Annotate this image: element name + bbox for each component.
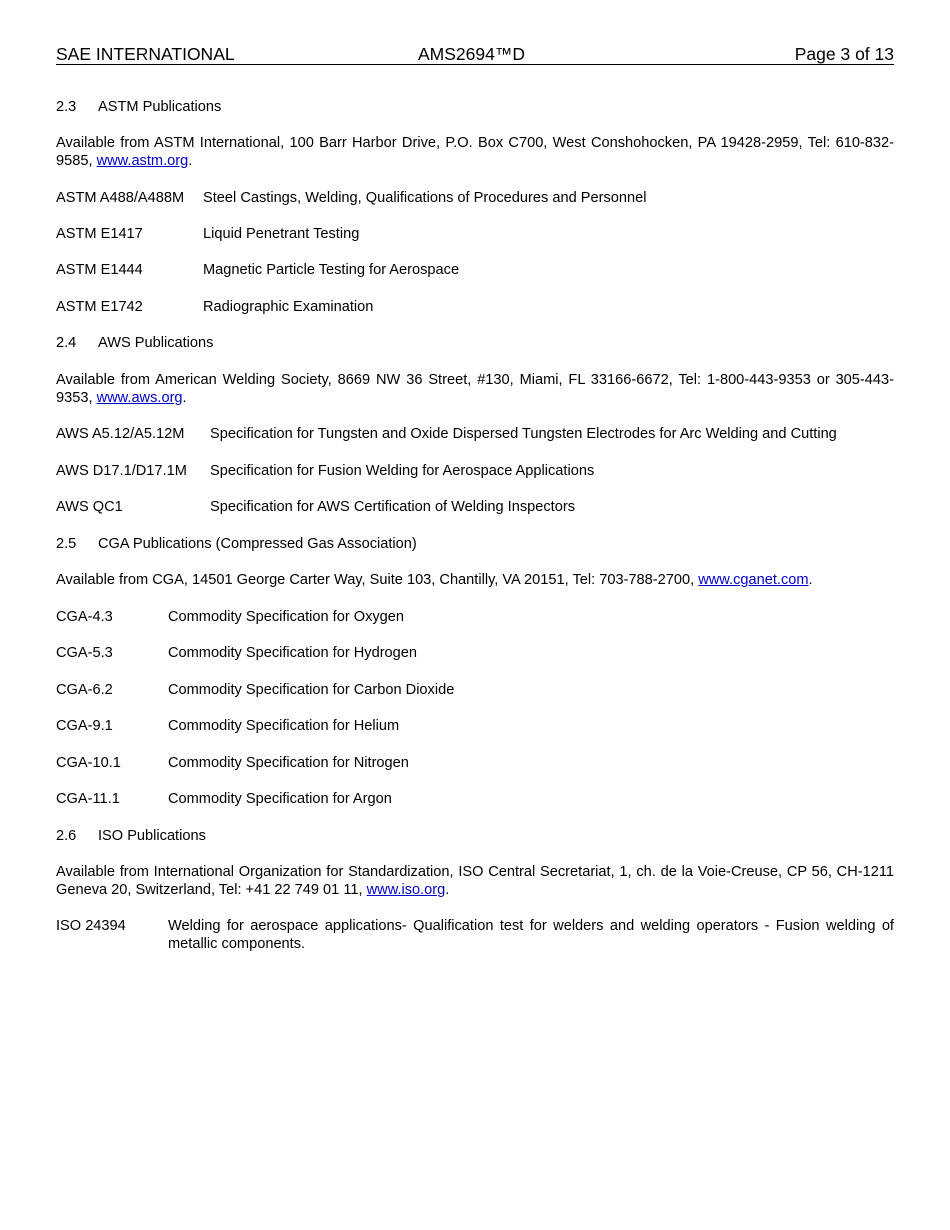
availability-paragraph-iso: Available from International Organization for Standardization, ISO Central Secretariat, 1, ch. de la Voie-Creuse, CP 56, CH-1211 Geneva 20, Switzerland, Tel: +41 22 749 01 11, www.iso.org.: [56, 864, 894, 898]
reference-title: Commodity Specification for Carbon Dioxide: [168, 682, 455, 698]
reference-item: [56, 462, 894, 480]
reference-item: [56, 298, 894, 316]
section-heading-iso: [56, 827, 894, 845]
reference-title: Liquid Penetrant Testing: [203, 226, 360, 242]
reference-code: ASTM A488/A488M: [56, 190, 185, 206]
reference-item: [56, 917, 894, 953]
availability-text: Available from American Welding Society, 8669 NW 36 Street, #130, Miami, FL 33166-6672, Tel: 1-800-443-9353 or 305-443-9353,: [56, 372, 894, 406]
section-number: 2.5: [56, 536, 77, 552]
header-org: SAE INTERNATIONAL: [56, 44, 235, 64]
reference-code: CGA-11.1: [56, 791, 120, 807]
availability-text: Available from International Organization for Standardization, ISO Central Secretariat, 1, ch. de la Voie-Creuse, CP 56, CH-1211 Geneva 20, Switzerland, Tel: +41 22 749 01 11,: [56, 864, 894, 898]
reference-code: AWS QC1: [56, 499, 123, 515]
availability-paragraph-astm: Available from ASTM International, 100 Barr Harbor Drive, P.O. Box C700, West Conshohocken, PA 19428-2959, Tel: 610-832-9585, www.astm.org.: [56, 135, 894, 169]
reference-item: [56, 644, 894, 662]
reference-item: [56, 261, 894, 279]
reference-title: Specification for Tungsten and Oxide Dispersed Tungsten Electrodes for Arc Welding and Cutting: [210, 426, 837, 442]
reference-code: ISO 24394: [56, 918, 126, 934]
section-title: AWS Publications: [98, 335, 214, 351]
reference-title: Commodity Specification for Oxygen: [168, 609, 405, 625]
section-heading-astm: [56, 98, 894, 116]
reference-title: Commodity Specification for Nitrogen: [168, 755, 409, 771]
section-number: 2.3: [56, 99, 77, 115]
reference-item: [56, 498, 894, 516]
reference-title: Specification for AWS Certification of Welding Inspectors: [210, 499, 576, 515]
astm-website-link[interactable]: www.astm.org: [96, 153, 189, 169]
availability-text: Available from ASTM International, 100 Barr Harbor Drive, P.O. Box C700, West Conshohocken, PA 19428-2959, Tel: 610-832-9585,: [56, 135, 894, 169]
reference-code: CGA-5.3: [56, 645, 113, 661]
reference-code: ASTM E1444: [56, 262, 143, 278]
reference-item: [56, 681, 894, 699]
availability-paragraph-cga: Available from CGA, 14501 George Carter Way, Suite 103, Chantilly, VA 20151, Tel: 703-788-2700, www.cganet.com.: [56, 572, 813, 588]
section-title: ISO Publications: [98, 828, 206, 844]
reference-title: Commodity Specification for Helium: [168, 718, 400, 734]
cga-website-link[interactable]: www.cganet.com: [698, 572, 809, 588]
header-doc-number: AMS2694™D: [418, 44, 525, 64]
section-title: CGA Publications (Compressed Gas Association): [98, 536, 417, 552]
availability-text: Available from CGA, 14501 George Carter Way, Suite 103, Chantilly, VA 20151, Tel: 703-788-2700,: [56, 572, 699, 588]
reference-title: Magnetic Particle Testing for Aerospace: [203, 262, 460, 278]
reference-code: CGA-4.3: [56, 609, 113, 625]
aws-website-link[interactable]: www.aws.org: [96, 390, 183, 406]
iso-website-link[interactable]: www.iso.org: [366, 882, 446, 898]
reference-title: Welding for aerospace applications- Qualification test for welders and welding operators - Fusion welding of metallic components.: [168, 918, 894, 952]
section-number: 2.6: [56, 828, 77, 844]
section-heading-aws: [56, 334, 894, 352]
section-number: 2.4: [56, 335, 77, 351]
reference-item: [56, 754, 894, 772]
reference-code: AWS D17.1/D17.1M: [56, 463, 187, 479]
reference-code: CGA-6.2: [56, 682, 113, 698]
reference-item: [56, 790, 894, 808]
reference-code: CGA-10.1: [56, 755, 121, 771]
availability-paragraph-aws: Available from American Welding Society, 8669 NW 36 Street, #130, Miami, FL 33166-6672, Tel: 1-800-443-9353 or 305-443-9353, www.aws.org.: [56, 372, 894, 406]
section-title: ASTM Publications: [98, 99, 222, 115]
reference-title: Specification for Fusion Welding for Aerospace Applications: [210, 463, 595, 479]
page-header: [56, 44, 894, 65]
reference-item: [56, 225, 894, 243]
reference-code: AWS A5.12/A5.12M: [56, 426, 185, 442]
section-heading-cga: [56, 535, 894, 553]
reference-item: [56, 189, 894, 207]
reference-title: Commodity Specification for Argon: [168, 791, 392, 807]
reference-item: [56, 608, 894, 626]
reference-code: ASTM E1417: [56, 226, 143, 242]
reference-code: ASTM E1742: [56, 299, 143, 315]
reference-item: [56, 717, 894, 735]
header-page-number: Page 3 of 13: [794, 44, 894, 64]
reference-title: Steel Castings, Welding, Qualifications of Procedures and Personnel: [203, 190, 647, 206]
reference-title: Commodity Specification for Hydrogen: [168, 645, 418, 661]
reference-title: Radiographic Examination: [203, 299, 374, 315]
reference-code: CGA-9.1: [56, 718, 113, 734]
reference-item: [56, 425, 894, 443]
